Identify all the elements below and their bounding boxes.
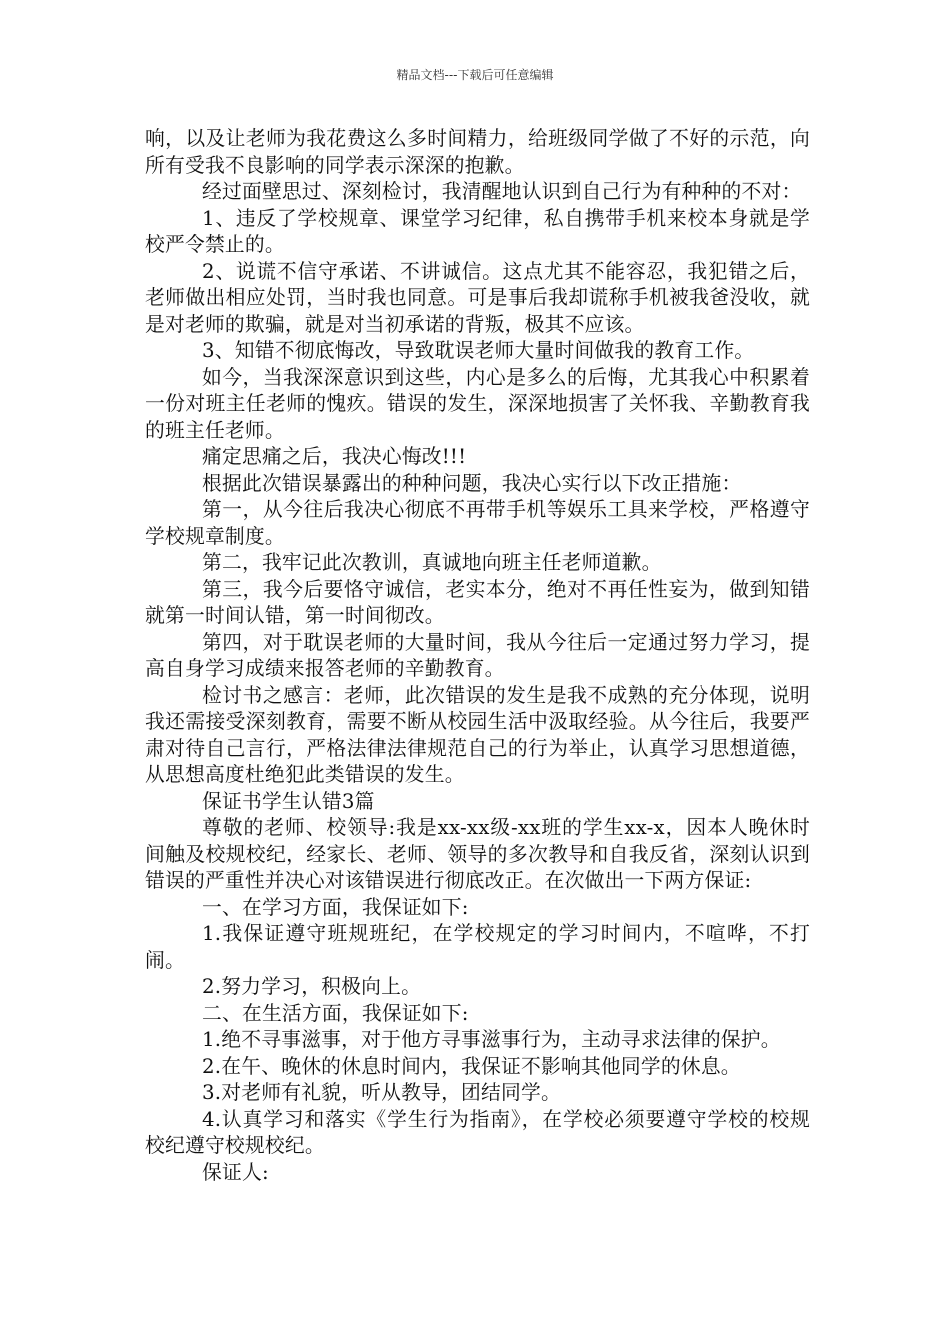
paragraph: 2、说谎不信守承诺、不讲诚信。这点尤其不能容忍，我犯错之后，老师做出相应处罚，当时我也同意。可是事后我却谎称手机被我爸没收，就是对老师的欺骗，就是对当初承诺的背叛，极其不应该。 <box>145 259 810 336</box>
paragraph: 一、在学习方面，我保证如下: <box>202 895 469 919</box>
paragraph: 痛定思痛之后，我决心悔改!!! <box>202 445 467 468</box>
paragraph: 根据此次错误暴露出的种种问题，我决心实行以下改正措施： <box>202 471 742 495</box>
section-title: 保证书学生认错3篇 <box>202 789 375 813</box>
paragraph: 4.认真学习和落实《学生行为指南》，在学校必须要遵守学校的校规校纪遵守校规校纪。 <box>145 1107 810 1157</box>
paragraph: 3、知错不彻底悔改，导致耽误老师大量时间做我的教育工作。 <box>202 339 755 362</box>
paragraph: 检讨书之感言：老师，此次错误的发生是我不成熟的充分体现，说明我还需接受深刻教育，需要不断从校园生活中汲取经验。从今往后，我要严肃对待自己言行，严格法律法律规范自己的行为举止，认真学习思想道德，从思想高度杜绝犯此类错误的发生。 <box>145 683 810 786</box>
paragraph: 第一，从今往后我决心彻底不再带手机等娱乐工具来学校，严格遵守学校规章制度。 <box>145 498 810 548</box>
paragraph: 尊敬的老师、校领导:我是xx-xx级-xx班的学生xx-x，因本人晚休时间触及校规校纪，经家长、老师、领导的多次教导和自我反省，深刻认识到错误的严重性并决心对该错误进行彻底改正。在次做出一下两方保证: <box>145 816 810 892</box>
paragraph: 1.我保证遵守班规班纪，在学校规定的学习时间内，不喧哗，不打闹。 <box>145 922 810 972</box>
paragraph: 第四，对于耽误老师的大量时间，我从今往后一定通过努力学习，提高自身学习成绩来报答老师的辛勤教育。 <box>145 630 810 680</box>
paragraph: 第二，我牢记此次教训，真诚地向班主任老师道歉。 <box>202 551 662 574</box>
paragraph: 1、违反了学校规章、课堂学习纪律，私自携带手机来校本身就是学校严令禁止的。 <box>145 206 810 256</box>
paragraph: 3.对老师有礼貌，听从教导，团结同学。 <box>202 1081 561 1104</box>
paragraph: 经过面壁思过、深刻检讨，我清醒地认识到自己行为有种种的不对： <box>202 180 802 203</box>
document-body <box>145 126 810 1186</box>
page-header: 精品文档---下载后可任意编辑 <box>396 68 554 82</box>
paragraph: 如今，当我深深意识到这些，内心是多么的后悔，尤其我心中积累着一份对班主任老师的愧疚。错误的发生，深深地损害了关怀我、辛勤教育我的班主任老师。 <box>145 365 810 442</box>
paragraph: 响，以及让老师为我花费这么多时间精力，给班级同学做了不好的示范，向所有受我不良影响的同学表示深深的抱歉。 <box>145 127 810 177</box>
signature-line: 保证人: <box>202 1160 269 1184</box>
paragraph: 第三，我今后要恪守诚信，老实本分，绝对不再任性妄为，做到知错就第一时间认错，第一时间彻改。 <box>145 577 810 627</box>
paragraph: 1.绝不寻事滋事，对于他方寻事滋事行为，主动寻求法律的保护。 <box>202 1028 781 1051</box>
paragraph: 二、在生活方面，我保证如下: <box>202 1001 469 1025</box>
paragraph: 2.在午、晚休的休息时间内，我保证不影响其他同学的休息。 <box>202 1054 741 1078</box>
paragraph: 2.努力学习，积极向上。 <box>202 975 422 998</box>
